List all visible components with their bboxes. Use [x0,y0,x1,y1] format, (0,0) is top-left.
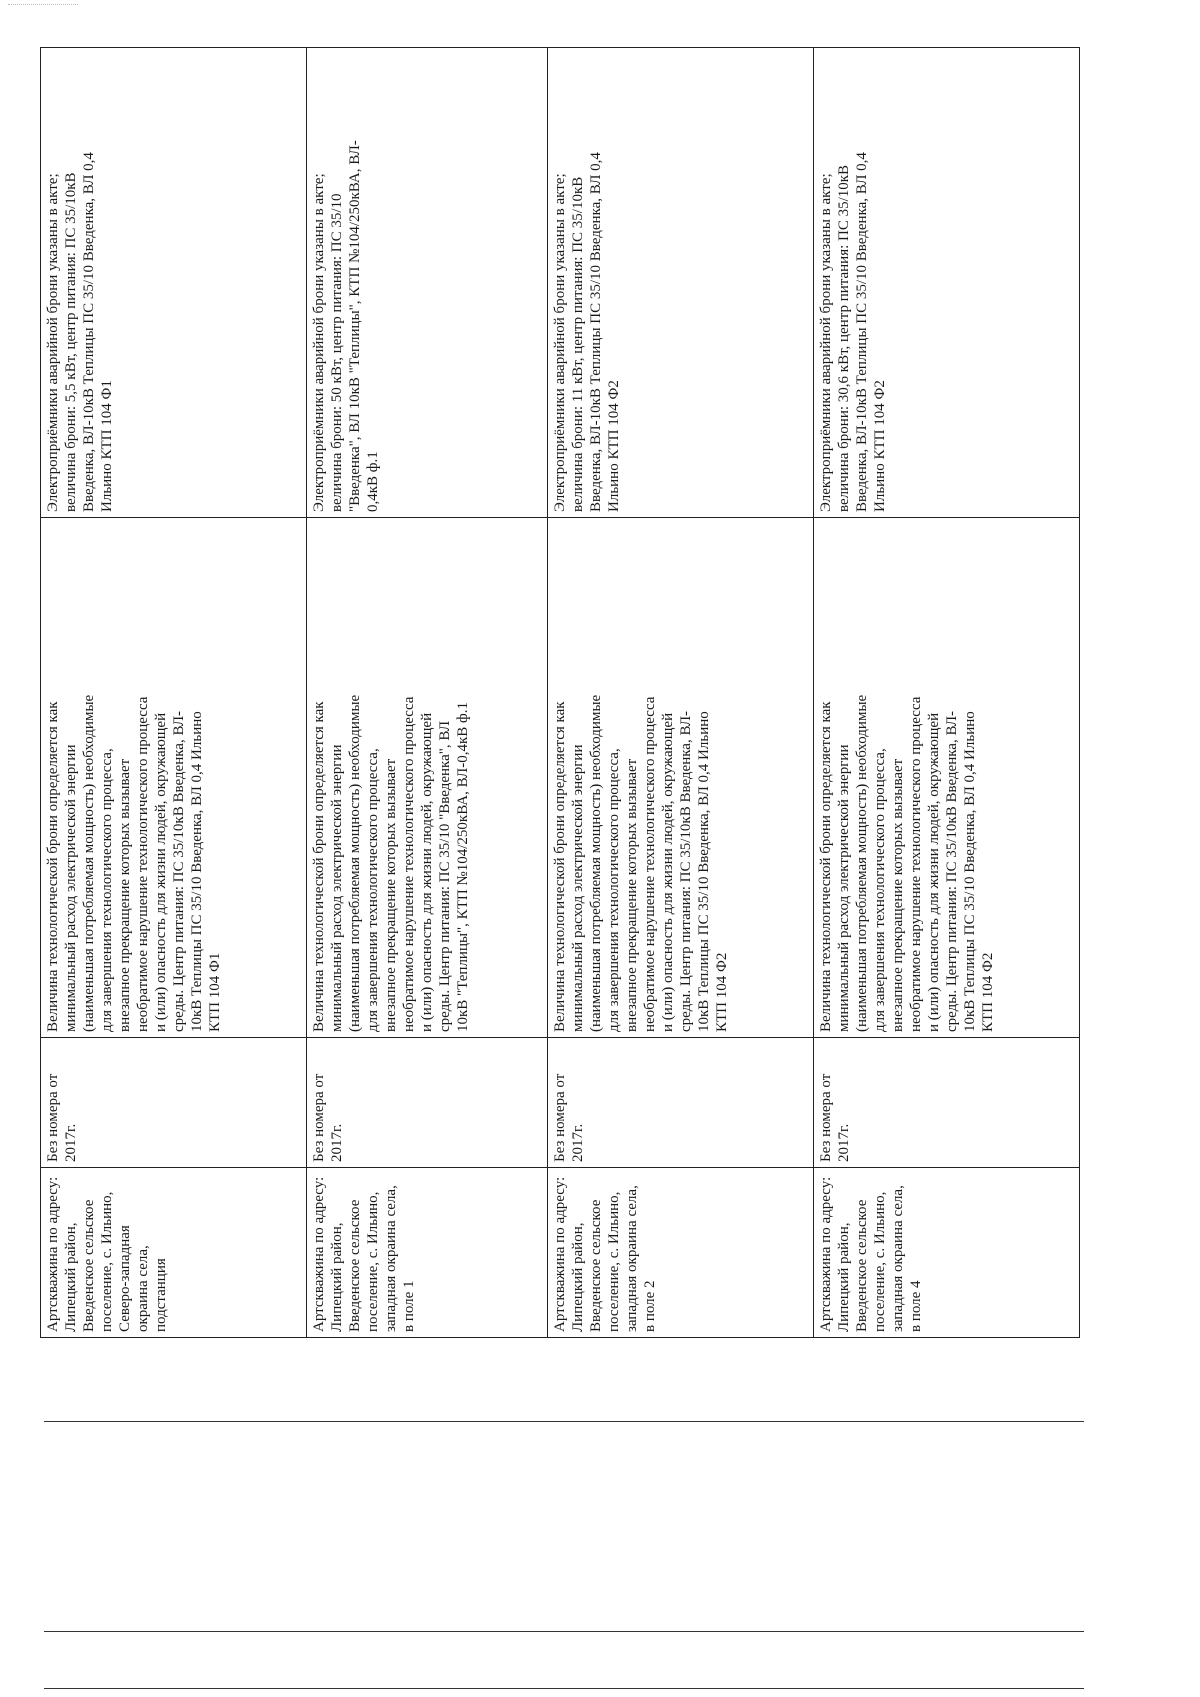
address-cell: Артскважина по адресу: Липецкий район, Введенское сельское поселение, с. Ильино, западная окраина села, в поле 1 [307,1168,548,1338]
divider-line [44,1421,1084,1422]
emergency-reserve-cell: Электроприёмники аварийной брони указаны в акте; величина брони: 11 кВт, центр питания: ПС 35/10кВ Введенка, ВЛ-10кВ Теплицы ПС 35/10 Введенка, ВЛ 0,4 Ильино КТП 104 Ф2 [547,48,813,518]
divider-line [44,1631,1084,1632]
address-cell: Артскважина по адресу: Липецкий район, Введенское сельское поселение, с. Ильино, Северо-западная окраина села, подстанция [41,1168,307,1338]
table-row [547,48,813,1338]
emergency-reserve-cell: Электроприёмники аварийной брони указаны в акте; величина брони: 5,5 кВт, центр питания: ПС 35/10кВ Введенка, ВЛ-10кВ Теплицы ПС 35/10 Введенка, ВЛ 0,4 Ильино КТП 104 Ф1 [41,48,307,518]
document-cell: Без номера от 2017г. [547,1038,813,1168]
rotated-table-container [40,48,1080,1338]
reserve-table [40,47,1080,1338]
tech-reserve-cell: Величина технологической брони определяется как минимальный расход электрической энергии (наименьшая потребляемая мощность) необходимые для завершения технологического процесса, внезапное прекращение которых вызывает необратимое нарушение технологического процесса и (или) опасность для жизни людей, окружающей среды. Центр питания: ПС 35/10кВ Введенка, ВЛ- 10кВ Теплицы ПС 35/10 Введенка, ВЛ 0,4 Ильино КТП 104 Ф2 [813,518,1079,1038]
address-cell: Артскважина по адресу: Липецкий район, Введенское сельское поселение, с. Ильино, западная окраина села, в поле 2 [547,1168,813,1338]
address-cell: Артскважина по адресу: Липецкий район, Введенское сельское поселение, с. Ильино, западная окраина села, в поле 4 [813,1168,1079,1338]
document-cell: Без номера от 2017г. [41,1038,307,1168]
tech-reserve-cell: Величина технологической брони определяется как минимальный расход электрической энергии (наименьшая потребляемая мощность) необходимые для завершения технологического процесса, внезапное прекращение которых вызывает необратимое нарушение технологического процесса и (или) опасность для жизни людей, окружающей среды. Центр питания: ПС 35/10 "Введенка", ВЛ 10кВ "Теплицы", КТП №104/250кВА, ВЛ-0,4кВ ф.1 [307,518,548,1038]
table-row [41,48,307,1338]
scan-edge-mark [8,4,78,7]
document-cell: Без номера от 2017г. [307,1038,548,1168]
table-row [813,48,1079,1338]
tech-reserve-cell: Величина технологической брони определяется как минимальный расход электрической энергии (наименьшая потребляемая мощность) необходимые для завершения технологического процесса, внезапное прекращение которых вызывает необратимое нарушение технологического процесса и (или) опасность для жизни людей, окружающей среды. Центр питания: ПС 35/10кВ Введенка, ВЛ- 10кВ Теплицы ПС 35/10 Введенка, ВЛ 0,4 Ильино КТП 104 Ф2 [547,518,813,1038]
table-row [307,48,548,1338]
document-cell: Без номера от 2017г. [813,1038,1079,1168]
emergency-reserve-cell: Электроприёмники аварийной брони указаны в акте; величина брони: 30,6 кВт, центр питания: ПС 35/10кВ Введенка, ВЛ-10кВ Теплицы ПС 35/10 Введенка, ВЛ 0,4 Ильино КТП 104 Ф2 [813,48,1079,518]
tech-reserve-cell: Величина технологической брони определяется как минимальный расход электрической энергии (наименьшая потребляемая мощность) необходимые для завершения технологического процесса, внезапное прекращение которых вызывает необратимое нарушение технологического процесса и (или) опасность для жизни людей, окружающей среды. Центр питания: ПС 35/10кВ Введенка, ВЛ- 10кВ Теплицы ПС 35/10 Введенка, ВЛ 0,4 Ильино КТП 104 Ф1 [41,518,307,1038]
divider-line [44,1688,1084,1689]
emergency-reserve-cell: Электроприёмники аварийной брони указаны в акте; величина брони: 50 кВт, центр питания: ПС 35/10 "Введенка", ВЛ 10кВ "Теплицы", КТП №104/250кВА, ВЛ- 0,4кВ ф.1 [307,48,548,518]
